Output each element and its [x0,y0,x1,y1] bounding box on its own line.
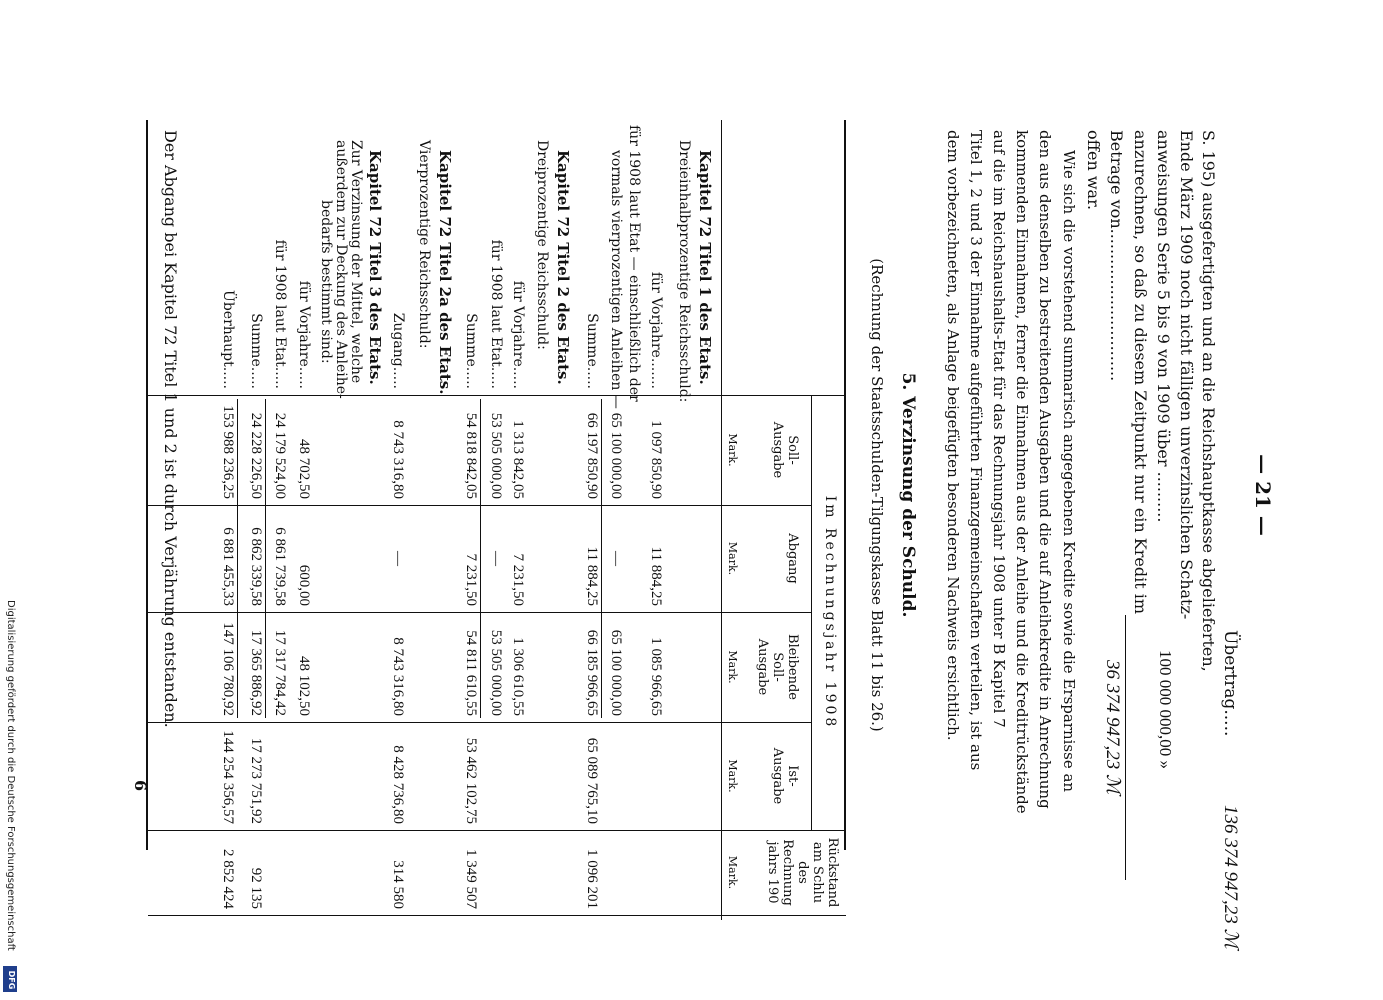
paragraph-line-2: den aus denselben zu bestreitenden Ausgaben und die auf Anleihekredite in Anrechnung [1036,130,1054,809]
column-header-5-line-5: jahrs 190 [765,841,780,904]
table-cell: 17 365 886,92 [248,629,264,716]
table-row-label: für Vorjahre....... [648,271,664,389]
table-row-label: Dreieinhalbprozentige Reichsschuld: [676,140,692,403]
table-cell: 11 884,25 [648,546,664,606]
column-header-5-line-3: des [795,861,810,884]
table-row-label: Dreiprozentige Reichsschuld: [534,140,550,350]
table-row-label: vormals vierprozentigen Anleihen — [608,150,624,409]
column-unit-1: Mark. [726,433,739,467]
page-number: — 21 — [1251,454,1275,536]
table-cell: 65 100 000,00 [608,629,624,716]
table-cell: 54 818 842,05 [463,412,479,499]
carryover-line-3-value: 100 000 000,00 » [1156,650,1175,769]
column-header-4-line-1: Ist- [785,765,800,787]
table-row-label: für 1908 laut Etat..... [488,239,504,389]
paragraph-line-6: dem vorbezeichneten, als Anlage beigefügten besonderen Nachweis ersichtlich. [944,130,962,741]
dfg-logo [3,966,17,992]
table-cell: — [488,551,504,566]
column-unit-5: Mark. [726,855,739,890]
table-cell: 17 273 751,92 [248,737,264,824]
table-cell: 7 231,50 [510,553,526,606]
paragraph-line-3: kommenden Einnahmen, ferner die Einnahmen aus der Anleihe und die Kreditrückstände [1013,130,1031,814]
table-row-label: Summe..... [463,313,479,389]
table-group-header: Im Rechnungsjahr 1908 [822,495,838,730]
table-cell: 54 811 610,55 [463,630,479,716]
table-row-label: Kapitel 72 Titel 2 des Etats. [554,150,572,385]
dfg-logo-text: DFG [7,970,16,990]
carryover-line-4: anzurechnen, so daß zu diesem Zeitpunkt nur ein Kredit im [1131,130,1150,615]
table-cell: 48 102,50 [296,656,312,716]
table-cell: 1 085 966,65 [648,637,664,716]
table-cell: 66 185 966,65 [584,629,600,716]
table-row-label: bedarfs bestimmt sind: [318,200,334,364]
table-cell: 66 197 850,90 [584,412,600,499]
column-unit-2: Mark. [726,541,739,576]
column-header-2-line-1: Abgang [785,533,800,584]
carryover-line-5-value: 36 374 947,23 ℳ [1102,660,1123,795]
table-cell: 24 228 226,50 [248,412,264,499]
table-cell: 600,00 [296,564,312,606]
column-unit-4: Mark. [726,759,739,793]
section-subtitle: (Rechnung der Staatsschulden-Tilgungskasse Blatt 11 bis 26.) [868,258,886,732]
table-row-label: Zur Verzinsung der Mittel, welche [348,140,364,384]
table-cell: 1 313 842,05 [510,420,526,499]
table-row-label: Kapitel 72 Titel 3 des Etats. [366,150,384,385]
table-row-label: Summe..... [248,313,264,389]
table-cell: — [390,551,406,566]
table-row-label: Vierprozentige Reichsschuld: [416,140,432,349]
table-cell: 7 231,50 [463,553,479,606]
table-cell: 48 702,50 [296,439,312,499]
column-header-4-line-2: Ausgabe [770,747,785,805]
table-cell: 65 089 765,10 [584,737,600,824]
table-cell: 6 862 339,58 [248,527,264,606]
table-row-label: für 1908 laut Etat..... [272,239,288,389]
table-cell: 8 428 736,80 [390,745,406,824]
paragraph-line-1: Wie sich die vorstehend summarisch angegebenen Kredite sowie die Ersparnisse an [1060,150,1078,793]
table-cell: 53 462 102,75 [463,737,479,824]
table-cell: 147 106 780,92 [220,622,236,716]
table-cell: 92 135 [248,867,264,909]
signature-mark: 6 [131,780,150,792]
table-cell: 24 179 524,00 [272,412,288,499]
table-cell: 65 100 000,00 [608,412,624,499]
table-row-label: Kapitel 72 Titel 1 des Etats. [696,150,714,385]
carryover-line-1: S. 195) ausgefertigten und an die Reichshauptkasse abgelieferten, [1199,130,1218,672]
carryover-line-5: Betrage von.............................. [1107,130,1126,382]
column-header-5-line-4: Rechnung [780,839,795,906]
table-cell: 1 349 507 [463,849,479,909]
table-cell: 2 852 424 [220,849,236,909]
column-header-3-line-1: Bleibende [785,634,800,700]
table-cell: 1 306 610,55 [510,637,526,716]
table-cell: 6 861 739,58 [272,527,288,606]
table-row-label: außerdem zur Deckung des Anleihe- [333,140,349,399]
table-cell: 6 881 455,33 [220,527,236,606]
table-cell: 314 580 [390,860,406,909]
table-cell: 153 988 236,25 [220,405,236,499]
table-row-label: für Vorjahre..... [510,280,526,389]
table-cell: 53 505 000,00 [488,412,504,499]
column-unit-3: Mark. [726,650,739,684]
table-cell: 1 096 201 [584,849,600,909]
paragraph-line-4: auf die im Reichshaushalts-Etat für das Rechnungsjahr 1908 unter B Kapitel 7 [990,130,1008,728]
paragraph-line-5: Titel 1, 2 und 3 der Einnahme aufgeführten Finanzgemeinschaften verteilen, ist aus [967,130,985,771]
column-header-3-line-3: Ausgabe [755,638,770,696]
carryover-line-2: Ende März 1909 noch nicht fälligen unverzinslichen Schatz- [1177,130,1196,620]
uebertrag-label: Übertrag..... [1220,630,1240,737]
credit-text: Digitalisierung gefördert durch die Deutsche Forschungsgemeinschaft [5,600,16,951]
table-row-label: Zugang..... [390,312,406,389]
table-cell: 17 317 784,42 [272,629,288,716]
table-row-label: für 1908 laut Etat — einschließlich der [626,125,642,402]
carryover-line-3: anweisungen Serie 5 bis 9 von 1909 über .......... [1154,130,1173,523]
table-cell: 11 884,25 [584,546,600,606]
table-row-label: Überhaupt..... [220,290,236,389]
column-header-5-line-1: Rückstand [825,837,840,908]
uebertrag-value: 136 374 947,23 ℳ [1220,805,1241,949]
column-header-1-line-2: Ausgabe [770,421,785,479]
carryover-line-6: offen war. [1084,130,1103,211]
section-title: 5. Verzinsung der Schuld. [898,372,918,618]
table-row-label: Kapitel 72 Titel 2a des Etats. [436,150,454,395]
column-header-5-line-2: am Schlu [810,841,825,904]
table-cell: 1 097 850,90 [648,420,664,499]
table-cell: 144 254 356,57 [220,730,236,824]
table-cell: — [608,551,624,566]
column-header-1-line-1: Soll- [785,435,800,465]
table-cell: 53 505 000,00 [488,629,504,716]
sidebar-credit [2,600,18,995]
table-cell: 8 743 316,80 [390,420,406,499]
table-cell: 8 743 316,80 [390,637,406,716]
table-row-label: für Vorjahre..... [296,280,312,389]
table-row-label: Summe..... [584,313,600,389]
column-header-3-line-2: Soll- [770,652,785,682]
footer-text: Der Abgang bei Kapitel 72 Titel 1 und 2 ist durch Verjährung entstanden. [161,130,180,728]
